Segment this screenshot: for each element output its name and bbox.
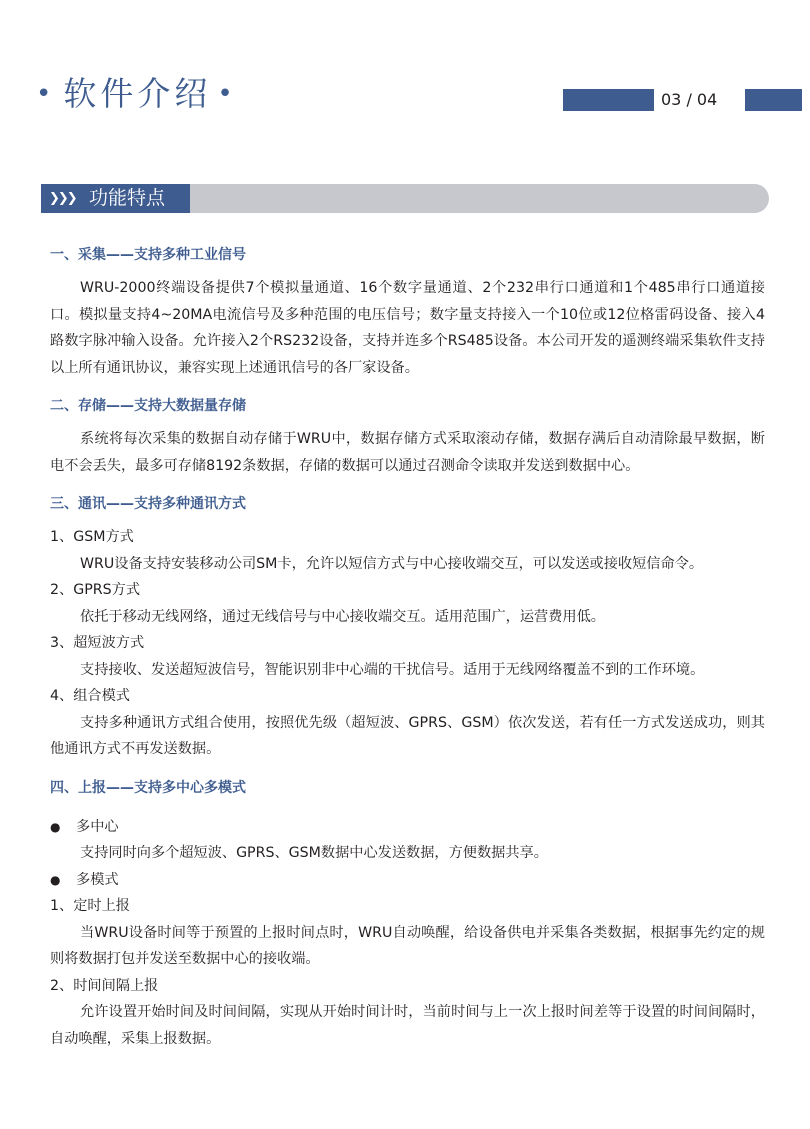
section-header-bar <box>41 184 769 213</box>
bullet-item-multi-center <box>50 814 765 841</box>
page-title <box>36 72 233 116</box>
title-dot-right: • <box>217 79 233 109</box>
header-accent-bar-right <box>745 89 802 111</box>
heading-collect: 一、采集——支持多种工业信号 <box>50 247 246 263</box>
comm-item-title: 4、组合模式 <box>50 688 130 704</box>
bullet-label: 多中心 <box>76 818 119 835</box>
comm-item-desc: 依托于移动无线网络，通过无线信号与中心接收端交互。适用范围广，运营费用低。 <box>80 608 605 625</box>
multi-center-desc: 支持同时向多个超短波、GPRS、GSM数据中心发送数据，方便数据共享。 <box>80 845 548 861</box>
comm-item-title: 3、超短波方式 <box>50 635 145 651</box>
comm-item-desc: 支持接收、发送超短波信号，智能识别非中心端的干扰信号。适用于无线网络覆盖不到的工作环境。 <box>80 661 705 678</box>
bullet-icon: ● <box>50 872 61 887</box>
chevrons-icon: ❯❯❯ <box>49 191 76 206</box>
heading-storage: 二、存储——支持大数据量存储 <box>50 398 246 414</box>
mode-desc: 允许设置开始时间及时间间隔，实现从开始时间计时，当前时间与上一次上报时间差等于设置的时间间隔时，自动唤醒，采集上报数据。 <box>50 1004 765 1047</box>
heading-comm: 三、通讯——支持多种通讯方式 <box>50 496 246 512</box>
mode-desc: 当WRU设备时间等于预置的上报时间点时，WRU自动唤醒，给设备供电并采集各类数据，根据事先约定的规则将数据打包并发送至数据中心的接收端。 <box>50 924 765 967</box>
bullet-label: 多模式 <box>76 871 119 888</box>
page-title-text: 软件介绍 <box>63 74 212 113</box>
section-header-label: 功能特点 <box>89 187 166 209</box>
heading-report: 四、上报——支持多中心多模式 <box>50 779 246 796</box>
header-accent-bar-left <box>563 89 654 111</box>
page-number: 03 / 04 <box>661 90 718 109</box>
comm-item-desc: 支持多种通讯方式组合使用，按照优先级（超短波、GPRS、GSM）依次发送，若有任一方式发送成功，则其他通讯方式不再发送数据。 <box>50 714 765 757</box>
comm-item-title: 2、GPRS方式 <box>50 582 141 598</box>
bullet-item-multi-mode <box>50 867 765 894</box>
title-dot-left: • <box>36 79 52 109</box>
mode-title: 2、时间间隔上报 <box>50 977 159 994</box>
comm-item-desc: WRU设备支持安装移动公司SM卡，允许以短信方式与中心接收端交互，可以发送或接收短信命令。 <box>80 555 704 572</box>
paragraph-collect: WRU-2000终端设备提供7个模拟量通道、16个数字量通道、2个232串行口通道和1个485串行口通道接口。模拟量支持4~20MA电流信号及多种范围的电压信号；数字量支持接入一个10位或12位格雷码设备、接入4路数字脉冲输入设备。允许接入2个RS232设备，支持并连多个RS485设备。本公司开发的遥测终端采集软件支持以上所有通讯协议，兼容实现上述通讯信号的各厂家设备。 <box>50 280 765 376</box>
mode-title: 1、定时上报 <box>50 898 130 914</box>
main-content <box>50 240 765 1052</box>
comm-item-title: 1、GSM方式 <box>50 529 134 545</box>
paragraph-storage: 系统将每次采集的数据自动存储于WRU中，数据存储方式采取滚动存储，数据存满后自动清除最早数据，断电不会丢失，最多可存储8192条数据，存储的数据可以通过召测命令读取并发送到数据中心。 <box>50 431 765 474</box>
bullet-icon: ● <box>50 819 61 834</box>
